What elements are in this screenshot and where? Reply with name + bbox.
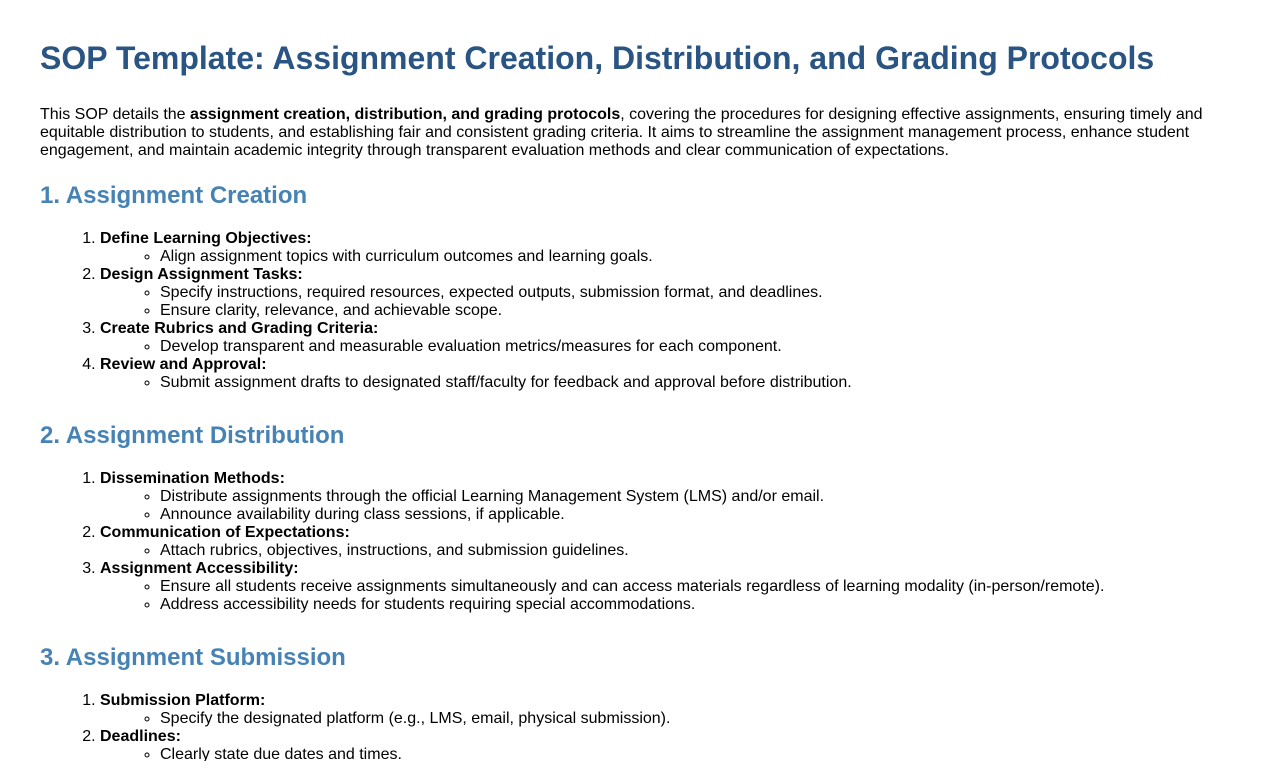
step-item: [100, 728, 1223, 761]
sub-item: ◦ Address accessibility needs for students requiring special accommodations.: [160, 596, 1223, 614]
step-sublist: [100, 284, 1223, 320]
step-sublist: [100, 542, 1223, 560]
sub-item: ◦ Ensure clarity, relevance, and achievable scope.: [160, 302, 1223, 320]
step-sublist: [100, 338, 1223, 356]
step-sublist: [100, 710, 1223, 728]
sub-item: ◦ Ensure all students receive assignments simultaneously and can access materials regardless of learning modality (in-person/remote).: [160, 578, 1223, 596]
step-item: [100, 692, 1223, 728]
section-heading-assignment-creation: 1. Assignment Creation: [40, 182, 308, 209]
sub-item: ◦ Announce availability during class sessions, if applicable.: [160, 506, 1223, 524]
intro-text-before: This SOP details the: [40, 106, 190, 123]
sub-item: ◦ Align assignment topics with curriculum outcomes and learning goals.: [160, 248, 1223, 266]
step-item: [100, 266, 1223, 320]
step-item: [100, 524, 1223, 560]
section-2-steps: [40, 470, 1223, 614]
step-sublist: [100, 746, 1223, 761]
step-label: Define Learning Objectives:: [100, 230, 312, 247]
step-label: Submission Platform:: [100, 692, 266, 709]
sub-item: ◦ Attach rubrics, objectives, instructions, and submission guidelines.: [160, 542, 1223, 560]
step-sublist: [100, 488, 1223, 524]
section-heading-assignment-submission: 3. Assignment Submission: [40, 644, 346, 671]
step-label: Assignment Accessibility:: [100, 560, 299, 577]
step-sublist: [100, 374, 1223, 392]
sub-item: ◦ Develop transparent and measurable evaluation metrics/measures for each component.: [160, 338, 1223, 356]
intro-text-after: , covering the procedures for designing effective assignments, ensuring timely and equitable distribution to students, and establishing fair and consistent grading criteria. It aims to streamline the assignment management process, enhance student engagement, and maintain academic integrity through transparent evaluation methods and clear communication of expectations.: [40, 106, 1203, 159]
sub-item: ◦ Clearly state due dates and times.: [160, 746, 1223, 761]
section-3-steps: [40, 692, 1223, 761]
step-sublist: [100, 248, 1223, 266]
step-label: Deadlines:: [100, 728, 181, 745]
step-label: Create Rubrics and Grading Criteria:: [100, 320, 379, 337]
step-sublist: [100, 578, 1223, 614]
step-label: Dissemination Methods:: [100, 470, 285, 487]
step-label: Communication of Expectations:: [100, 524, 350, 541]
step-item: [100, 230, 1223, 266]
step-item: [100, 356, 1223, 392]
sub-item: ◦ Distribute assignments through the official Learning Management System (LMS) and/or email.: [160, 488, 1223, 506]
step-item: [100, 560, 1223, 614]
page-title: SOP Template: Assignment Creation, Distribution, and Grading Protocols: [40, 40, 1155, 76]
intro-text-bold: assignment creation, distribution, and grading protocols: [190, 106, 621, 123]
section-heading-assignment-distribution: 2. Assignment Distribution: [40, 422, 345, 449]
intro-paragraph: [40, 106, 1223, 160]
sub-item: ◦ Submit assignment drafts to designated staff/faculty for feedback and approval before distribution.: [160, 374, 1223, 392]
step-label: Design Assignment Tasks:: [100, 266, 303, 283]
step-item: [100, 470, 1223, 524]
step-label: Review and Approval:: [100, 356, 267, 373]
sub-item: ◦ Specify instructions, required resources, expected outputs, submission format, and deadlines.: [160, 284, 1223, 302]
step-item: [100, 320, 1223, 356]
section-1-steps: [40, 230, 1223, 392]
sub-item: ◦ Specify the designated platform (e.g., LMS, email, physical submission).: [160, 710, 1223, 728]
